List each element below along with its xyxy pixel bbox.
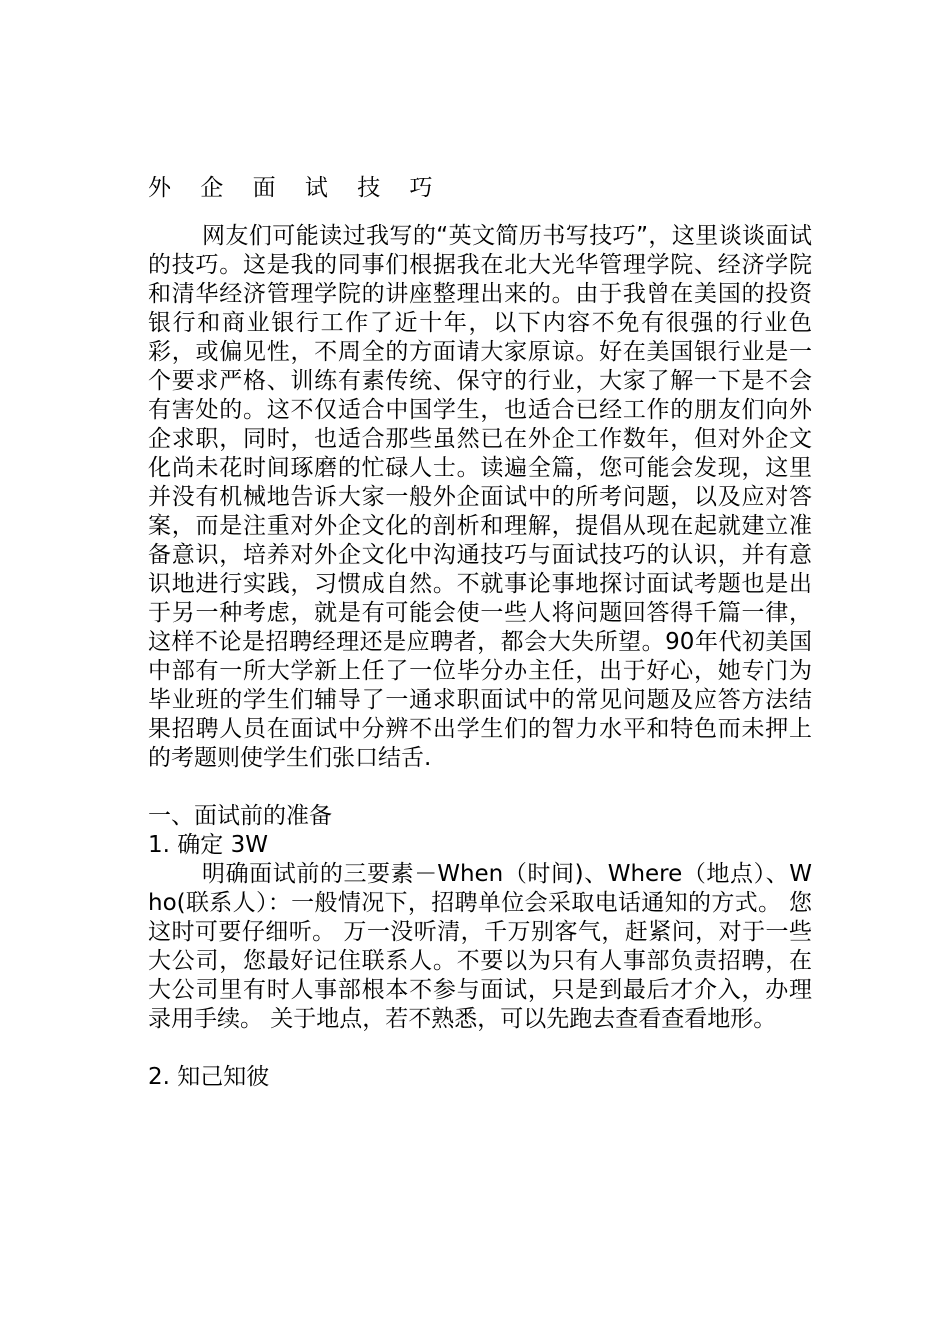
intro-paragraph: 网友们可能读过我写的“英文简历书写技巧”，这里谈谈面试的技巧。这是我的同事们根据我在北大光华管理学院、经济学院和清华经济管理学院的讲座整理出来的。由于我曾在美国的投资银行和商业银行工作了近十年，以下内容不免有很强的行业色彩，或偏见性，不周全的方面请大家原谅。好在美国银行业是一个要求严格、训练有素传统、保守的行业，大家了解一下是不会有害处的。这不仅适合中国学生，也适合已经工作的朋友们向外企求职，同时，也适合那些虽然已在外企工作数年，但对外企文化尚未花时间琢磨的忙碌人士。读遍全篇，您可能会发现，这里并没有机械地告诉大家一般外企面试中的所考问题，以及应对答案，而是注重对外企文化的剖析和理解，提倡从现在起就建立准备意识，培养对外企文化中沟通技巧与面试技巧的认识，并有意识地进行实践，习惯成自然。不就事论事地探讨面试考题也是出于另一种考虑，就是有可能会使一些人将问题回答得千篇一律，这样不论是招聘经理还是应聘者，都会大失所望。90年代初美国中部有一所大学新上任了一位毕分办主任，出于好心，她专门为毕业班的学生们辅导了一通求职面试中的常见问题及应答方法结果招聘人员在面试中分辨不出学生们的智力水平和特色而未押上的考题则使学生们张口结舌.: [148, 223, 812, 771]
section-heading-preparation: 一、面试前的准备: [148, 803, 332, 829]
item-heading-know-yourself: 2. 知己知彼: [148, 1064, 270, 1090]
document-body: [148, 174, 812, 1092]
paragraph-spacer: [148, 773, 812, 802]
paragraph-spacer: [148, 1034, 812, 1063]
document-title: 外 企 面 试 技 巧: [148, 175, 444, 201]
item-paragraph-3w: 明确面试前的三要素－When（时间)、Where（地点）、Who(联系人）：一般情况下，招聘单位会采取电话通知的方式。 您这时可要仔细听。 万一没听清，千万别客气，赶紧问，对于一些大公司，您最好记住联系人。不要以为只有人事部负责招聘，在大公司里有时人事部根本不参与面试，只是到最后才介入，办理录用手续。 关于地点，若不熟悉，可以先跑去查看查看地形。: [148, 861, 812, 1032]
item-heading-3w: 1. 确定 3W: [148, 832, 268, 858]
